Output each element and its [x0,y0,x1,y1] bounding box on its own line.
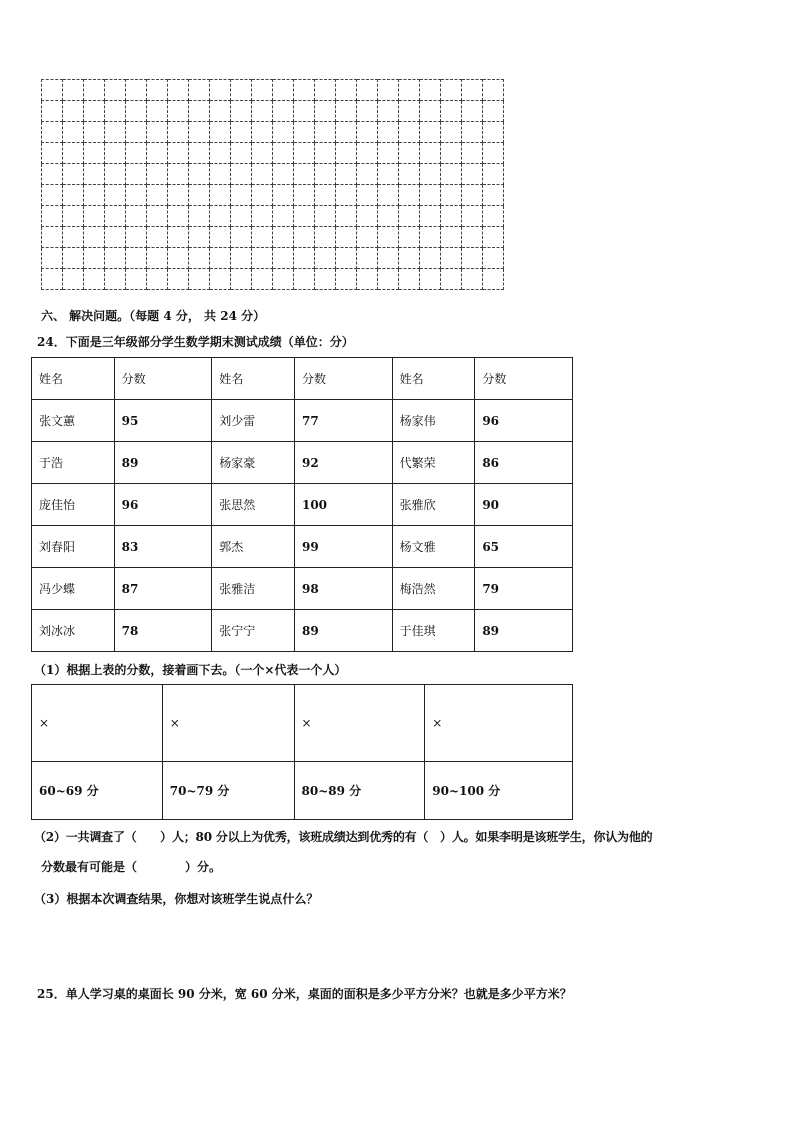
grid-cell [462,80,483,101]
grid-cell [294,206,315,227]
grid-cell [420,164,441,185]
grid-cell [294,227,315,248]
student-score: 96 [475,400,573,442]
grid-cell [336,143,357,164]
grid-cell [105,80,126,101]
grid-cell [273,206,294,227]
grid-cell [126,206,147,227]
grid-cell [378,185,399,206]
grid-cell [231,185,252,206]
tally-cell[interactable]: × [425,685,573,762]
grid-cell [294,122,315,143]
table-row [32,442,573,484]
grid-cell [441,164,462,185]
grid-cell [210,101,231,122]
grid-cell [105,248,126,269]
grid-cell [210,80,231,101]
header-cell: 分数 [475,358,573,400]
grid-cell [210,269,231,290]
grid-cell [105,227,126,248]
grid-cell [42,269,63,290]
grid-cell [399,80,420,101]
student-score: 87 [114,568,212,610]
grid-cell [336,248,357,269]
tally-cell[interactable]: × [32,685,163,762]
grid-cell [483,143,504,164]
grid-cell [462,122,483,143]
grid-cell [483,227,504,248]
tally-cell[interactable]: × [162,685,294,762]
grid-cell [378,164,399,185]
grid-cell [378,248,399,269]
grid-cell [399,269,420,290]
grid-cell [273,227,294,248]
grid-cell [231,248,252,269]
range-label: 90~100 分 [425,762,573,820]
grid-cell [105,143,126,164]
grid-cell [336,185,357,206]
student-name: 刘春阳 [32,526,115,568]
student-name: 杨家伟 [392,400,475,442]
grid-cell [42,206,63,227]
question-24-part2-line1: （2）一共调查了（ ）人；80 分以上为优秀，该班成绩达到优秀的有（ ）人。如果李明是该班学生，你认为他的 [34,830,653,844]
grid-cell [105,122,126,143]
grid-cell [483,248,504,269]
grid-cell [42,101,63,122]
grid-cell [126,269,147,290]
grid-cell [294,143,315,164]
grid-cell [462,269,483,290]
grid-row [42,122,504,143]
grid-cell [399,248,420,269]
grid-cell [294,164,315,185]
grid-cell [147,80,168,101]
student-score: 92 [294,442,392,484]
grid-cell [273,143,294,164]
grid-cell [441,269,462,290]
grid-cell [252,227,273,248]
grid-cell [168,101,189,122]
grid-cell [231,206,252,227]
grid-cell [483,269,504,290]
grid-cell [294,101,315,122]
grid-cell [63,206,84,227]
grid-cell [84,101,105,122]
tally-cell[interactable]: × [294,685,425,762]
tally-marks-row [32,685,573,762]
grid-cell [63,185,84,206]
grid-cell [399,101,420,122]
grid-cell [441,248,462,269]
grid-cell [168,248,189,269]
student-score: 78 [114,610,212,652]
grid-cell [273,122,294,143]
grid-cell [231,122,252,143]
grid-cell [441,206,462,227]
grid-cell [63,227,84,248]
grid-cell [420,122,441,143]
header-cell: 分数 [294,358,392,400]
student-score: 89 [114,442,212,484]
grid-cell [168,206,189,227]
grid-cell [378,80,399,101]
tally-ranges-row [32,762,573,820]
grid-cell [399,206,420,227]
student-score: 95 [114,400,212,442]
grid-cell [189,80,210,101]
student-score: 96 [114,484,212,526]
grid-cell [336,101,357,122]
section-heading: 六、 解决问题。（每题 4 分， 共 24 分） [41,309,266,323]
grid-cell [441,80,462,101]
grid-cell [147,248,168,269]
grid-cell [231,143,252,164]
grid-cell [357,227,378,248]
grid-row [42,248,504,269]
student-score: 77 [294,400,392,442]
grid-cell [189,206,210,227]
grid-cell [399,227,420,248]
grid-row [42,269,504,290]
grid-cell [420,143,441,164]
grid-cell [273,248,294,269]
tally-table [31,684,573,820]
grid-cell [357,248,378,269]
grid-cell [462,248,483,269]
grid-cell [42,80,63,101]
grid-cell [483,122,504,143]
grid-cell [147,227,168,248]
grid-cell [63,101,84,122]
grid-cell [252,143,273,164]
student-name: 张文蕙 [32,400,115,442]
grid-cell [231,227,252,248]
grid-cell [273,164,294,185]
grid-cell [420,185,441,206]
grid-cell [315,248,336,269]
grid-row [42,164,504,185]
grid-cell [252,248,273,269]
grid-cell [168,143,189,164]
header-cell: 姓名 [212,358,295,400]
grid-row [42,206,504,227]
grid-cell [399,122,420,143]
grid-cell [315,164,336,185]
student-name: 杨文雅 [392,526,475,568]
grid-cell [168,164,189,185]
grid-cell [399,143,420,164]
grid-cell [462,101,483,122]
grid-cell [315,206,336,227]
grid-cell [315,122,336,143]
grid-cell [63,248,84,269]
student-score: 89 [294,610,392,652]
student-name: 张雅欣 [392,484,475,526]
grid-cell [84,248,105,269]
grid-cell [336,206,357,227]
grid-cell [252,185,273,206]
grid-cell [357,164,378,185]
grid-cell [378,122,399,143]
student-name: 于浩 [32,442,115,484]
grid-cell [84,269,105,290]
student-name: 张雅洁 [212,568,295,610]
grid-cell [357,101,378,122]
grid-cell [210,227,231,248]
grid-cell [210,248,231,269]
student-name: 庞佳怡 [32,484,115,526]
grid-cell [357,143,378,164]
grid-cell [42,248,63,269]
grid-cell [462,143,483,164]
grid-cell [378,269,399,290]
grid-cell [273,80,294,101]
grid-cell [168,227,189,248]
grid-cell [483,185,504,206]
grid-cell [357,80,378,101]
student-score: 98 [294,568,392,610]
grid-cell [378,206,399,227]
grid-cell [441,122,462,143]
grid-cell [126,80,147,101]
grid-cell [357,206,378,227]
grid-cell [462,185,483,206]
grid-cell [168,122,189,143]
grid-cell [189,248,210,269]
grid-cell [126,185,147,206]
grid-cell [294,269,315,290]
table-row [32,568,573,610]
grid-cell [42,122,63,143]
student-name: 张宁宁 [212,610,295,652]
grid-cell [147,122,168,143]
grid-cell [105,269,126,290]
grid-cell [378,227,399,248]
grid-cell [63,269,84,290]
student-score: 79 [475,568,573,610]
grid-cell [357,122,378,143]
grid-cell [336,122,357,143]
grid-cell [315,269,336,290]
grid-cell [147,185,168,206]
grid-cell [189,227,210,248]
grid-cell [126,164,147,185]
grid-cell [189,269,210,290]
grid-cell [273,185,294,206]
grid-cell [483,164,504,185]
grid-cell [147,269,168,290]
student-score: 89 [475,610,573,652]
grid-cell [189,185,210,206]
grid-cell [189,122,210,143]
grid-cell [273,101,294,122]
grid-cell [126,101,147,122]
scores-table [31,357,573,652]
grid-cell [210,206,231,227]
grid-cell [231,101,252,122]
grid-cell [147,143,168,164]
answer-grid [41,79,504,290]
grid-cell [84,143,105,164]
student-name: 张思然 [212,484,295,526]
header-cell: 姓名 [32,358,115,400]
grid-cell [147,164,168,185]
grid-cell [42,143,63,164]
student-name: 梅浩然 [392,568,475,610]
grid-cell [147,206,168,227]
table-row [32,484,573,526]
question-24-part3: （3）根据本次调查结果，你想对该班学生说点什么？ [34,892,319,906]
grid-cell [105,164,126,185]
grid-cell [63,143,84,164]
grid-cell [315,101,336,122]
grid-cell [84,185,105,206]
grid-cell [483,101,504,122]
grid-cell [315,80,336,101]
question-24-part1: （1）根据上表的分数，接着画下去。（一个×代表一个人） [34,663,347,677]
grid-cell [420,206,441,227]
grid-cell [126,122,147,143]
grid-cell [420,248,441,269]
grid-cell [420,80,441,101]
grid-cell [441,185,462,206]
grid-cell [189,164,210,185]
grid-cell [357,185,378,206]
grid-cell [294,80,315,101]
student-name: 刘冰冰 [32,610,115,652]
grid-cell [462,227,483,248]
grid-cell [252,269,273,290]
grid-cell [252,206,273,227]
grid-cell [168,269,189,290]
grid-cell [210,164,231,185]
range-label: 80~89 分 [294,762,425,820]
grid-cell [315,143,336,164]
grid-row [42,227,504,248]
grid-cell [189,143,210,164]
table-row [32,400,573,442]
student-score: 86 [475,442,573,484]
grid-cell [42,227,63,248]
grid-cell [441,143,462,164]
grid-cell [336,269,357,290]
grid-cell [231,269,252,290]
question-24-title: 24．下面是三年级部分学生数学期末测试成绩（单位：分） [37,335,354,349]
grid-cell [315,227,336,248]
grid-cell [420,269,441,290]
grid-row [42,143,504,164]
grid-cell [63,122,84,143]
table-header-row [32,358,573,400]
grid-cell [231,164,252,185]
grid-cell [63,80,84,101]
grid-cell [336,80,357,101]
grid-row [42,185,504,206]
grid-cell [42,185,63,206]
grid-cell [210,143,231,164]
student-score: 65 [475,526,573,568]
grid-cell [126,248,147,269]
grid-cell [84,80,105,101]
header-cell: 姓名 [392,358,475,400]
grid-cell [252,101,273,122]
grid-cell [462,206,483,227]
grid-cell [273,269,294,290]
grid-cell [252,122,273,143]
grid-cell [231,80,252,101]
grid-cell [378,101,399,122]
table-row [32,526,573,568]
student-name: 代繁荣 [392,442,475,484]
grid-cell [210,185,231,206]
student-name: 杨家豪 [212,442,295,484]
grid-cell [105,206,126,227]
grid-cell [399,185,420,206]
student-score: 99 [294,526,392,568]
grid-cell [84,164,105,185]
student-score: 90 [475,484,573,526]
grid-cell [63,164,84,185]
grid-cell [126,143,147,164]
question-24-part2-line2: 分数最有可能是（ ）分。 [41,860,222,874]
grid-cell [105,185,126,206]
grid-cell [168,185,189,206]
student-score: 100 [294,484,392,526]
grid-cell [336,227,357,248]
grid-row [42,80,504,101]
student-name: 于佳琪 [392,610,475,652]
student-score: 83 [114,526,212,568]
grid-cell [84,227,105,248]
student-name: 郭杰 [212,526,295,568]
grid-cell [315,185,336,206]
table-row [32,610,573,652]
grid-cell [84,206,105,227]
grid-cell [420,227,441,248]
grid-cell [378,143,399,164]
student-name: 冯少蝶 [32,568,115,610]
grid-cell [252,164,273,185]
grid-row [42,101,504,122]
grid-cell [483,206,504,227]
grid-cell [336,164,357,185]
range-label: 70~79 分 [162,762,294,820]
grid-cell [420,101,441,122]
grid-cell [189,101,210,122]
grid-cell [168,80,189,101]
grid-cell [105,101,126,122]
grid-cell [441,227,462,248]
grid-cell [462,164,483,185]
grid-cell [210,122,231,143]
grid-cell [441,101,462,122]
header-cell: 分数 [114,358,212,400]
grid-cell [294,185,315,206]
grid-cell [147,101,168,122]
grid-cell [357,269,378,290]
grid-cell [252,80,273,101]
grid-cell [294,248,315,269]
grid-cell [42,164,63,185]
grid-cell [84,122,105,143]
grid-cell [126,227,147,248]
grid-cell [399,164,420,185]
student-name: 刘少雷 [212,400,295,442]
question-25: 25．单人学习桌的桌面长 90 分米，宽 60 分米，桌面的面积是多少平方分米？也就是多少平方米？ [37,987,572,1001]
range-label: 60~69 分 [32,762,163,820]
grid-cell [483,80,504,101]
